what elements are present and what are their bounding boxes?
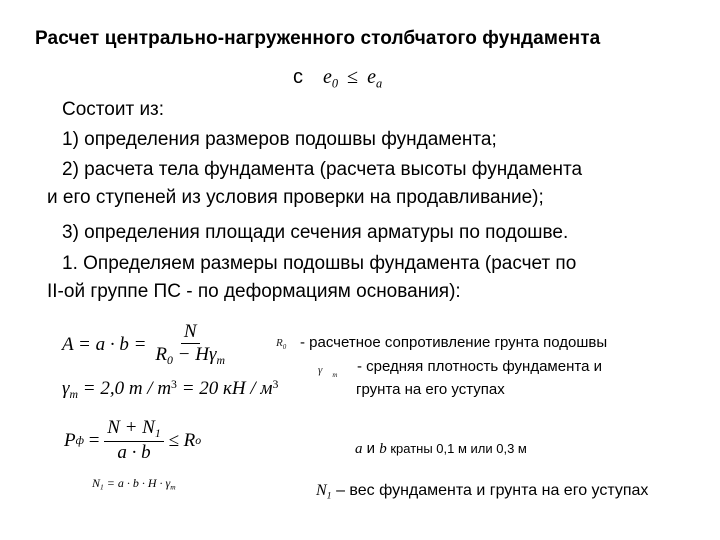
formula-area-lhs: A = a · b = bbox=[62, 333, 147, 355]
condition-leq: ≤ bbox=[347, 66, 359, 88]
formula-pressure bbox=[64, 418, 201, 463]
note-gamma-description-2: грунта на его уступах bbox=[356, 381, 505, 398]
note-R-sym: R bbox=[276, 337, 283, 349]
slide-title: Расчет центрально-нагруженного столбчатого фундамента bbox=[35, 28, 601, 49]
formula-area-fraction bbox=[152, 322, 228, 367]
condition-e0: e bbox=[323, 66, 332, 88]
formula-area-numerator: N bbox=[181, 322, 200, 344]
step-1-line-2: II-ой группе ПС - по деформациям основания): bbox=[47, 281, 461, 302]
note-n1-description: – вес фундамента и грунта на его уступах bbox=[331, 482, 649, 499]
note-gamma-sym: γ bbox=[318, 364, 323, 376]
formula-weight-sub1: 1 bbox=[100, 482, 104, 492]
condition-ea-sub: a bbox=[375, 76, 383, 91]
formula-pressure-eq: = bbox=[83, 429, 105, 451]
formula-gamma-symbol: γ bbox=[62, 378, 70, 399]
condition-lead: с bbox=[293, 66, 303, 88]
item-3: 3) определения площади сечения арматуры по подошве. bbox=[62, 222, 569, 243]
formula-area-den-rest: − Hγ bbox=[172, 343, 217, 365]
formula-gamma-sub: m bbox=[69, 388, 78, 402]
formula-pressure-P: P bbox=[64, 429, 76, 451]
note-gamma-description-1: - средняя плотность фундамента и bbox=[357, 358, 602, 375]
consists-label: Состоит из: bbox=[62, 99, 165, 120]
note-gamma-symbol bbox=[318, 360, 337, 379]
formula-pressure-R-sub: o bbox=[195, 433, 202, 447]
formula-area-R: R bbox=[155, 343, 168, 365]
formula-pressure-leq: ≤ R bbox=[163, 429, 196, 451]
formula-pressure-num-sub: 1 bbox=[154, 427, 161, 441]
formula-gamma-sup2: 3 bbox=[272, 378, 279, 392]
condition-expression bbox=[323, 66, 382, 91]
formula-weight bbox=[92, 476, 176, 492]
formula-gamma-sup1: 3 bbox=[171, 378, 177, 392]
formula-weight-sub-m: m bbox=[170, 482, 176, 492]
note-gamma-sub: m bbox=[332, 371, 338, 379]
formula-pressure-num-text: N + N bbox=[107, 417, 155, 438]
note-ab-description: кратны 0,1 м или 0,3 м bbox=[386, 441, 527, 456]
formula-area-gamma-sub: m bbox=[216, 354, 225, 368]
item-2-line-2: и его ступеней из условия проверки на продавливание); bbox=[47, 187, 544, 208]
item-1: 1) определения размеров подошвы фундамента; bbox=[62, 129, 497, 150]
condition-formula bbox=[293, 66, 382, 91]
formula-gamma-text: = 2,0 m / m bbox=[78, 378, 172, 399]
formula-pressure-numerator bbox=[104, 418, 164, 442]
condition-ea: e bbox=[367, 66, 376, 88]
formula-pressure-denominator: a · b bbox=[117, 442, 151, 464]
formula-area-R-sub: 0 bbox=[167, 354, 173, 368]
note-n1-sub: 1 bbox=[326, 490, 332, 502]
note-ab-and: и bbox=[362, 440, 380, 457]
note-R-sub: 0 bbox=[282, 343, 287, 351]
formula-pressure-P-sub: ф bbox=[75, 433, 84, 447]
note-R-symbol bbox=[276, 333, 286, 351]
note-n1 bbox=[316, 482, 648, 501]
formula-gamma-text2: = 20 кН / м bbox=[176, 378, 273, 399]
formula-area bbox=[62, 322, 228, 367]
formula-weight-rest: = a · b · H · γ bbox=[103, 476, 171, 490]
note-ab-a: a bbox=[355, 441, 363, 457]
note-R-description: - расчетное сопротивление грунта подошвы bbox=[300, 334, 608, 351]
note-ab-b: b bbox=[379, 441, 387, 457]
formula-weight-N: N bbox=[92, 476, 101, 490]
formula-gamma bbox=[62, 378, 278, 402]
formula-area-denominator bbox=[152, 344, 228, 367]
note-ab bbox=[355, 440, 527, 458]
item-2-line-1: 2) расчета тела фундамента (расчета высоты фундамента bbox=[62, 159, 583, 180]
note-n1-sym: N bbox=[316, 482, 327, 499]
step-1-line-1: 1. Определяем размеры подошвы фундамента (расчет по bbox=[62, 253, 577, 274]
condition-e0-sub: 0 bbox=[331, 76, 339, 91]
formula-pressure-fraction bbox=[104, 418, 164, 463]
